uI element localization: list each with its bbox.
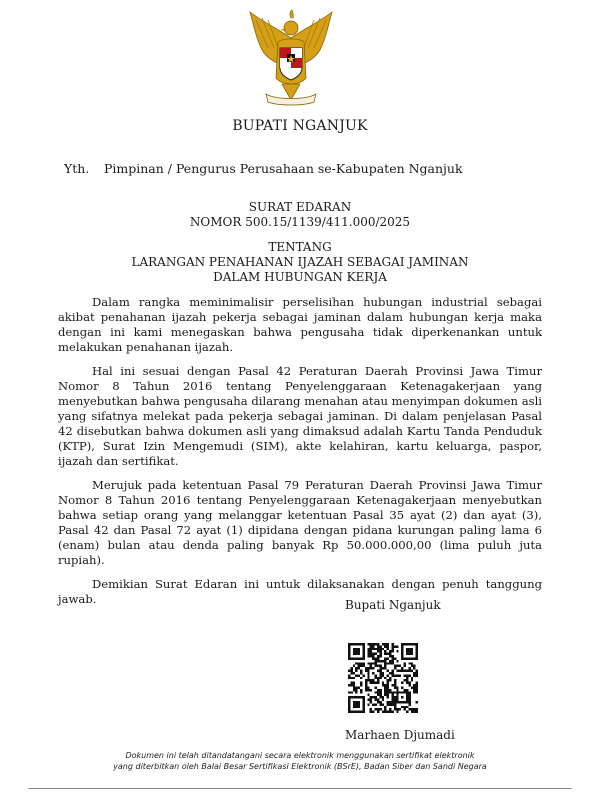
subject-line-2: DALAM HUBUNGAN KERJA bbox=[213, 270, 387, 284]
subject-block bbox=[0, 240, 600, 285]
garuda-emblem-icon bbox=[246, 8, 336, 108]
recipient-line bbox=[64, 161, 463, 176]
letter-heading bbox=[0, 200, 600, 230]
footer-line-1: Dokumen ini telah ditandatangani secara elektronik menggunakan sertifikat elektronik bbox=[125, 751, 475, 760]
footer-line-2: yang diterbitkan oleh Balai Besar Sertifikasi Elektronik (BSrE), Badan Siber dan Sandi Negara bbox=[113, 762, 487, 771]
regent-title: BUPATI NGANJUK bbox=[232, 118, 368, 134]
paragraph: Hal ini sesuai dengan Pasal 42 Peraturan Daerah Provinsi Jawa Timur Nomor 8 Tahun 2016 tentang Penyelenggaraan Ketenagakerjaan yang menyebutkan bahwa pengusaha dilarang menahan atau menyimpan dokumen asli yang sifatnya melekat pada pekerja sebagai jaminan. Di dalam penjelasan Pasal 42 disebutkan bahwa dokumen asli yang dimaksud adalah Kartu Tanda Penduduk (KTP), Surat Izin Mengemudi (SIM), akte kelahiran, kartu keluarga, paspor, ijazah dan sertifikat. bbox=[58, 364, 542, 468]
letter-number: NOMOR 500.15/1139/411.000/2025 bbox=[189, 215, 411, 229]
bottom-divider bbox=[28, 788, 572, 789]
recipient-label: Yth. bbox=[64, 161, 90, 176]
paragraph: Dalam rangka meminimalisir perselisihan hubungan industrial sebagai akibat penahanan ijazah pekerja sebagai jaminan dalam hubungan kerja maka dengan ini kami menegaskan bahwa pengusaha tidak diperkenankan untuk melakukan penahanan ijazah. bbox=[58, 295, 542, 354]
letter-type: SURAT EDARAN bbox=[248, 200, 352, 214]
subject-line-1: LARANGAN PENAHANAN IJAZAH SEBAGAI JAMINAN bbox=[131, 255, 469, 269]
e-signature-footer bbox=[0, 750, 600, 772]
signatory-name: Marhaen Djumadi bbox=[345, 728, 455, 742]
recipient-text: Pimpinan / Pengurus Perusahaan se-Kabupaten Nganjuk bbox=[103, 161, 463, 176]
paragraph: Demikian Surat Edaran ini untuk dilaksanakan dengan penuh tanggung jawab. bbox=[58, 577, 542, 606]
letter-body bbox=[58, 295, 542, 616]
subject-label: TENTANG bbox=[268, 240, 332, 254]
signature-title: Bupati Nganjuk bbox=[345, 598, 441, 612]
paragraph: Merujuk pada ketentuan Pasal 79 Peraturan Daerah Provinsi Jawa Timur Nomor 8 Tahun 2016 tentang Penyelenggaraan Ketenagakerjaan menyebutkan bahwa setiap orang yang melanggar ketentuan Pasal 35 ayat (2) dan ayat (3), Pasal 42 dan Pasal 72 ayat (1) dipidana dengan pidana kurungan paling lama 6 (enam) bulan atau denda paling banyak Rp 50.000.000,00 (lima puluh juta rupiah). bbox=[58, 478, 542, 567]
qr-code-icon bbox=[348, 643, 418, 713]
